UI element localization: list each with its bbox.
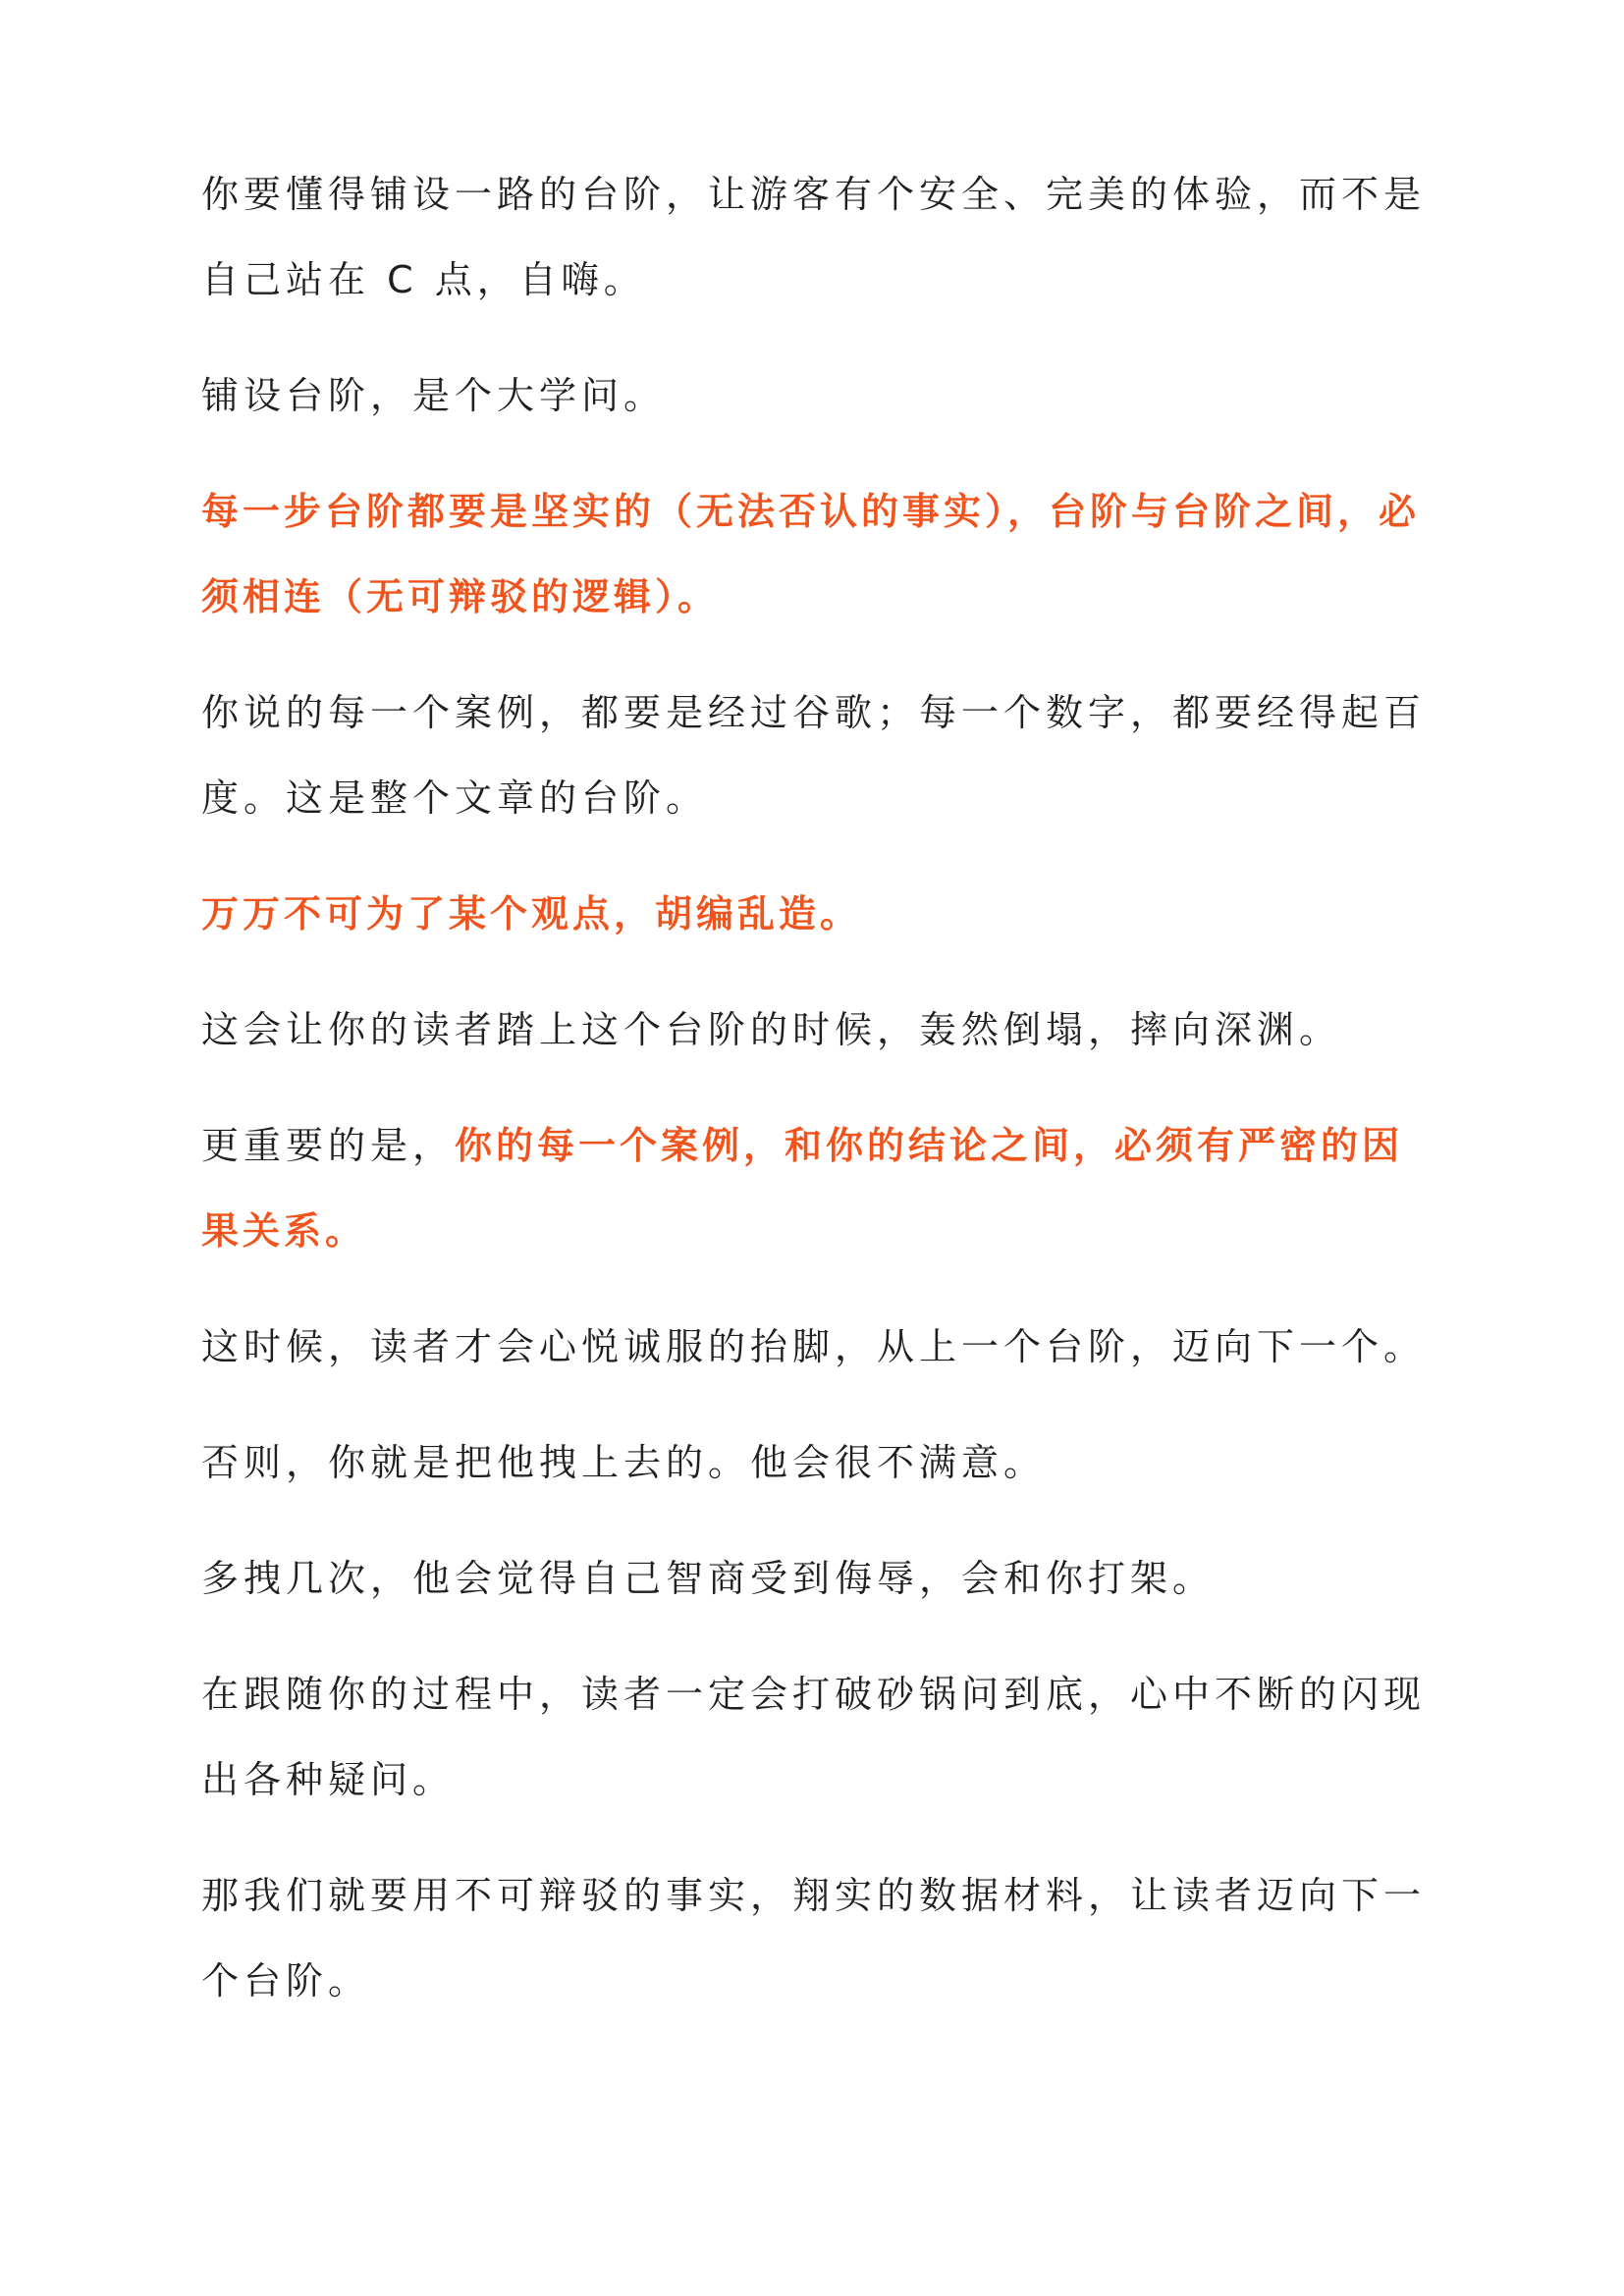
paragraph-text: 这时候，读者才会心悦诚服的抬脚，从上一个台阶，迈向下一个。 bbox=[201, 1325, 1427, 1368]
paragraph-text: 在跟随你的过程中，读者一定会打破砂锅问到底，心中不断的闪现出各种疑问。 bbox=[201, 1673, 1427, 1801]
highlighted-text: 万万不可为了某个观点，胡编乱造。 bbox=[201, 892, 862, 935]
paragraph-text: 更重要的是， bbox=[201, 1124, 456, 1167]
paragraph-1 bbox=[201, 152, 1434, 323]
paragraph-6 bbox=[201, 988, 1434, 1073]
paragraph-4 bbox=[201, 670, 1434, 841]
paragraph-7-mixed bbox=[201, 1103, 1434, 1274]
paragraph-text: 铺设台阶，是个大学问。 bbox=[201, 374, 667, 417]
article-body bbox=[201, 152, 1434, 2055]
paragraph-2 bbox=[201, 353, 1434, 439]
paragraph-11 bbox=[201, 1652, 1434, 1823]
paragraph-text: 多拽几次，他会觉得自己智商受到侮辱，会和你打架。 bbox=[201, 1557, 1216, 1600]
highlighted-text: 你的每一个案例，和你的结论之间，必须有严密的因果关系。 bbox=[201, 1124, 1404, 1253]
paragraph-text: 你要懂得铺设一路的台阶，让游客有个安全、完美的体验，而不是自己站在 C 点，自嗨。 bbox=[201, 173, 1427, 301]
paragraph-10 bbox=[201, 1536, 1434, 1622]
highlighted-text: 每一步台阶都要是坚实的（无法否认的事实），台阶与台阶之间，必须相连（无可辩驳的逻辑）。 bbox=[201, 490, 1421, 618]
paragraph-text: 你说的每一个案例，都要是经过谷歌；每一个数字，都要经得起百度。这是整个文章的台阶。 bbox=[201, 691, 1427, 820]
paragraph-5-highlighted bbox=[201, 872, 1434, 957]
paragraph-8 bbox=[201, 1305, 1434, 1390]
paragraph-12 bbox=[201, 1853, 1434, 2024]
paragraph-text: 那我们就要用不可辩驳的事实，翔实的数据材料，让读者迈向下一个台阶。 bbox=[201, 1874, 1427, 2002]
paragraph-9 bbox=[201, 1420, 1434, 1506]
paragraph-3-highlighted bbox=[201, 469, 1434, 640]
paragraph-text: 这会让你的读者踏上这个台阶的时候，轰然倒塌，摔向深渊。 bbox=[201, 1008, 1342, 1051]
paragraph-text: 否则，你就是把他拽上去的。他会很不满意。 bbox=[201, 1441, 1047, 1484]
